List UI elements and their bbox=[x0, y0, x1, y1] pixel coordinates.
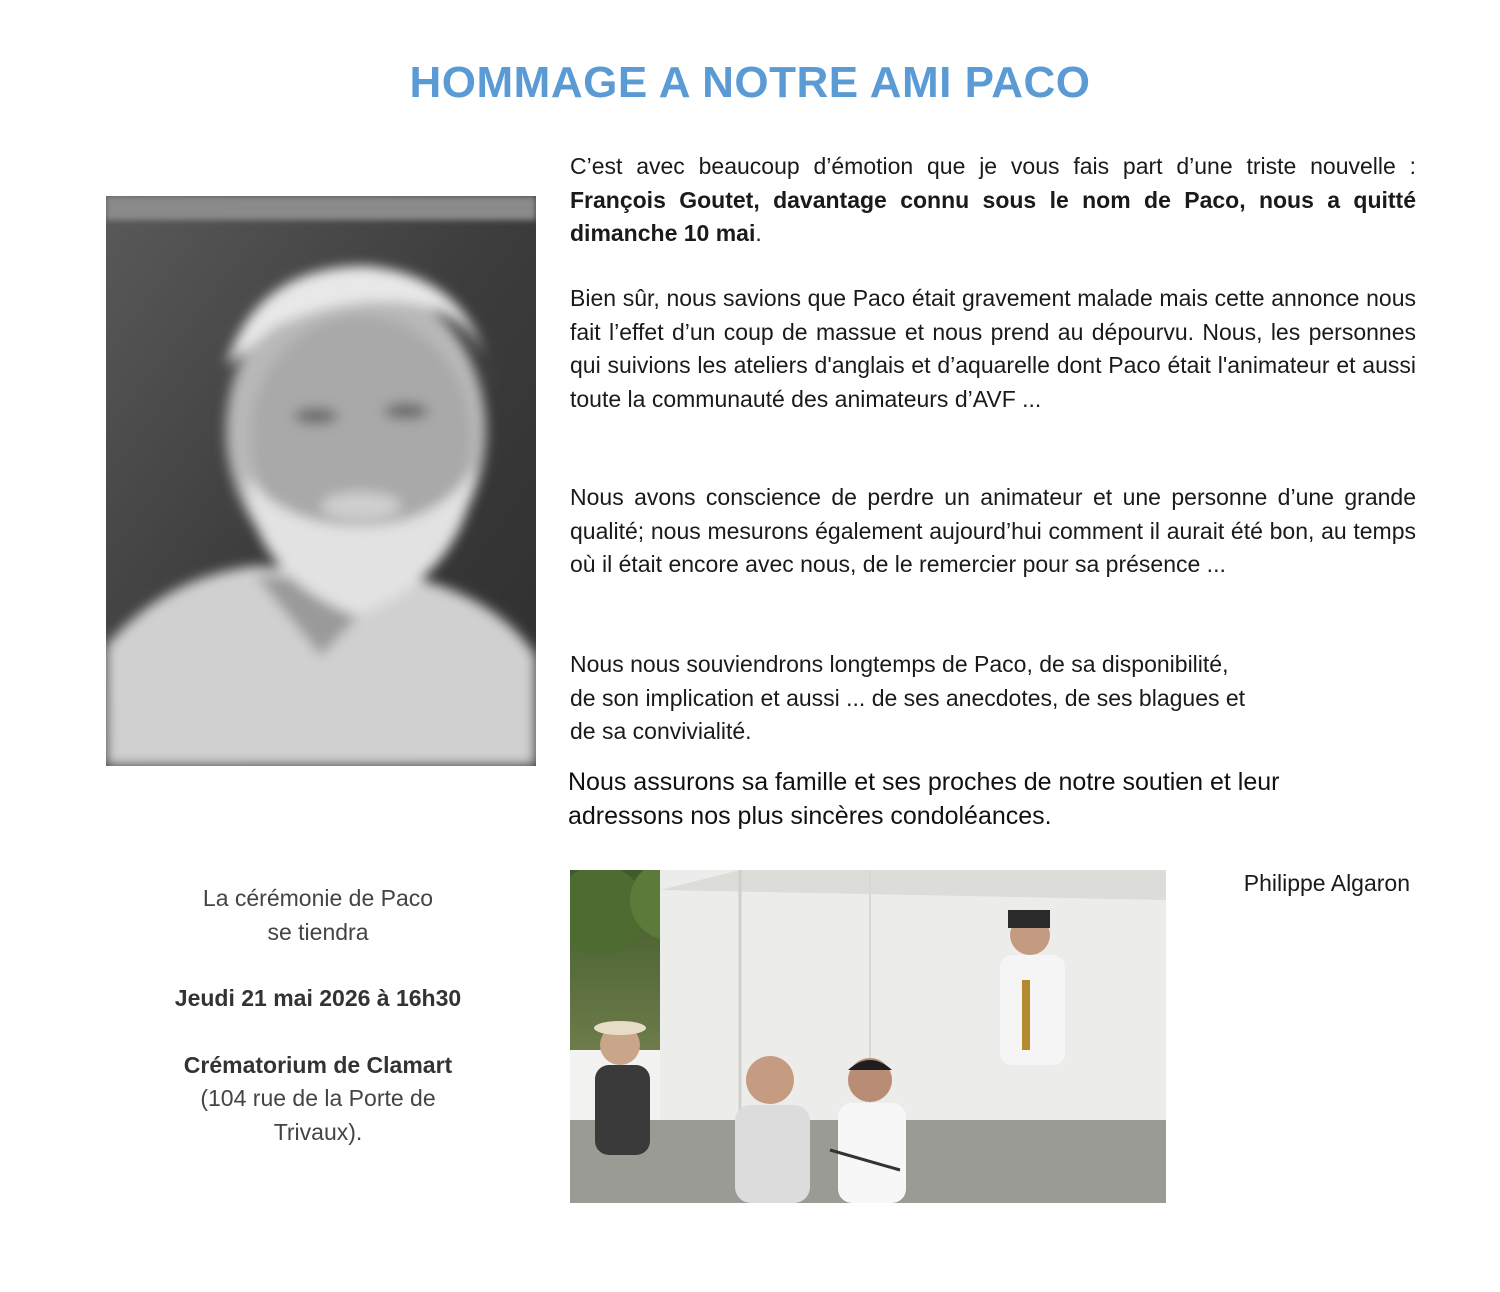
signature: Philippe Algaron bbox=[1243, 870, 1410, 896]
context-paragraph: Bien sûr, nous savions que Paco était gravement malade mais cette annonce nous fait l’effet d’un coup de massue et nous prend au dépourvu. Nous, les personnes qui suivions les ateliers d'anglais et d’aquarelle dont Paco était l'animateur et aussi toute la communauté des animateurs d’AVF ... bbox=[570, 285, 1416, 412]
ceremony-address-line: (104 rue de la Porte de bbox=[200, 1085, 436, 1111]
appreciation-paragraph: Nous avons conscience de perdre un animateur et une personne d’une grande qualité; nous mesurons également aujourd’hui comment il aurait été bon, au temps où il était encore avec nous, de le remercier pour sa présence ... bbox=[570, 484, 1416, 577]
condolences-paragraph bbox=[568, 765, 1428, 833]
condolences-line: adressons nos plus sincères condoléances. bbox=[568, 802, 1052, 830]
ceremony-intro-line: se tiendra bbox=[267, 918, 369, 945]
ceremony-date: Jeudi 21 mai 2026 à 16h30 bbox=[174, 985, 462, 1011]
intro-period: . bbox=[755, 220, 762, 246]
ceremony-intro-line: La cérémonie de Paco bbox=[202, 885, 434, 911]
portrait-photo bbox=[106, 196, 536, 766]
memory-line: de sa convivialité. bbox=[570, 718, 752, 744]
intro-text: C’est avec beaucoup d’émotion que je vous fais part d’une triste nouvelle : bbox=[570, 153, 1416, 179]
condolences-line: Nous assurons sa famille et ses proches de notre soutien et leur bbox=[568, 768, 1280, 796]
ceremony-address-line: Trivaux). bbox=[273, 1118, 363, 1145]
ceremony-place: Crématorium de Clamart bbox=[183, 1051, 453, 1078]
ceremony-info bbox=[118, 882, 518, 1149]
band-photo bbox=[570, 870, 1166, 1203]
page-title: HOMMAGE A NOTRE AMI PACO bbox=[409, 58, 1091, 107]
intro-bold-text: François Goutet, davantage connu sous le nom de Paco, nous a quitté dimanche 10 mai bbox=[570, 186, 1416, 246]
memory-line: Nous nous souviendrons longtemps de Paco, de sa disponibilité, bbox=[570, 651, 1229, 677]
intro-paragraph bbox=[570, 150, 1416, 251]
memory-paragraph bbox=[570, 648, 1416, 749]
memory-line: de son implication et aussi ... de ses anecdotes, de ses blagues et bbox=[570, 684, 1246, 711]
